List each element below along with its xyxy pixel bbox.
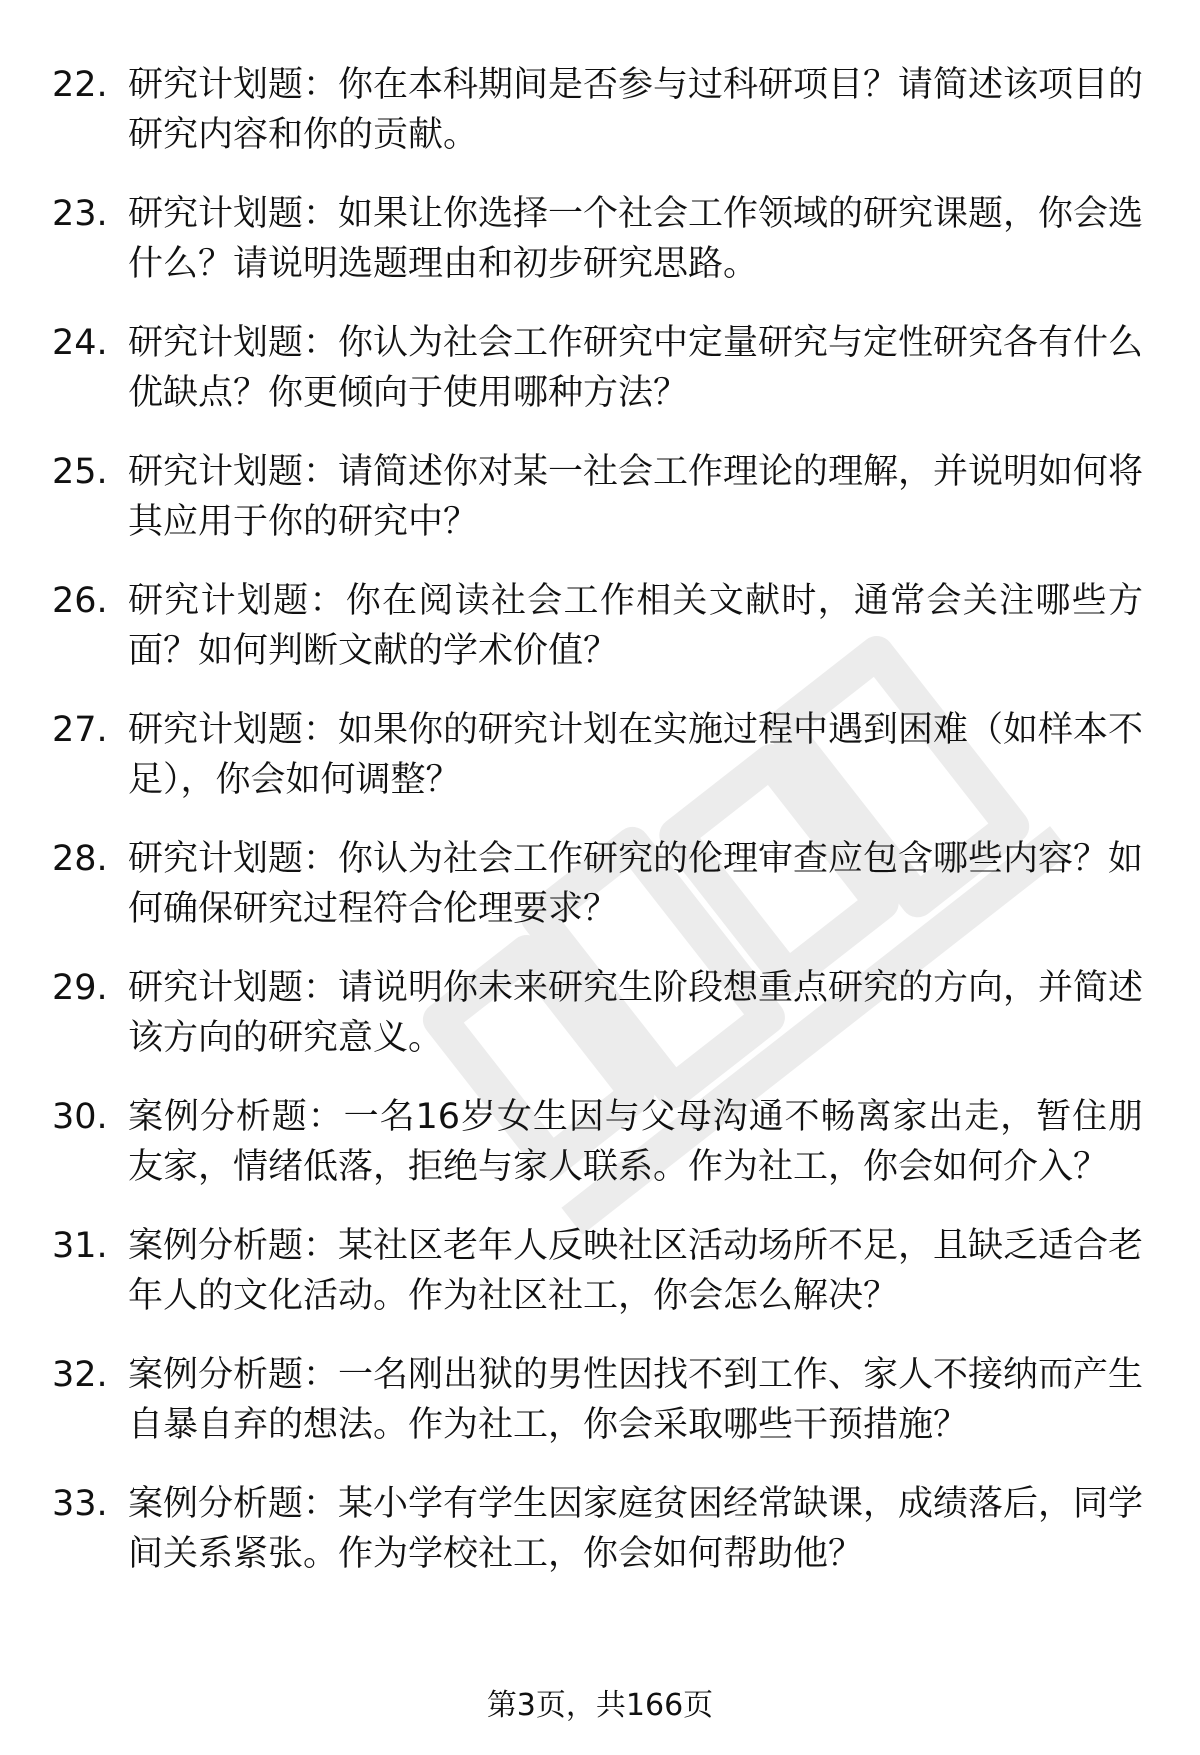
question-text: 研究计划题：你在阅读社会工作相关文献时，通常会关注哪些方面？如何判断文献的学术价值？ — [128, 581, 1143, 671]
question-number: 31. — [52, 1226, 108, 1266]
question-text: 研究计划题：你认为社会工作研究中定量研究与定性研究各有什么优缺点？你更倾向于使用哪种方法？ — [128, 323, 1144, 413]
question-item — [0, 185, 1200, 314]
question-number: 29. — [52, 968, 108, 1008]
question-number: 30. — [52, 1097, 108, 1137]
question-item — [0, 56, 1200, 185]
question-number: 27. — [52, 710, 108, 750]
question-text: 研究计划题：请说明你未来研究生阶段想重点研究的方向，并简述该方向的研究意义。 — [128, 968, 1144, 1058]
question-number: 24. — [52, 323, 108, 363]
question-number: 33. — [52, 1484, 108, 1524]
question-text: 案例分析题：某小学有学生因家庭贫困经常缺课，成绩落后，同学间关系紧张。作为学校社工，你会如何帮助他？ — [128, 1484, 1144, 1574]
question-list — [0, 56, 1200, 1604]
question-item — [0, 959, 1200, 1088]
question-number: 28. — [52, 839, 108, 879]
question-text: 研究计划题：请简述你对某一社会工作理论的理解，并说明如何将其应用于你的研究中？ — [128, 452, 1144, 542]
question-number: 26. — [52, 581, 108, 621]
question-text: 研究计划题：如果让你选择一个社会工作领域的研究课题，你会选什么？请说明选题理由和初步研究思路。 — [128, 194, 1144, 284]
question-text: 研究计划题：你在本科期间是否参与过科研项目？请简述该项目的研究内容和你的贡献。 — [128, 65, 1144, 155]
question-item — [0, 830, 1200, 959]
question-number: 22. — [52, 65, 108, 105]
question-item — [0, 1088, 1200, 1217]
question-number: 32. — [52, 1355, 108, 1395]
question-item — [0, 314, 1200, 443]
question-text: 案例分析题：某社区老年人反映社区活动场所不足，且缺乏适合老年人的文化活动。作为社区社工，你会怎么解决？ — [128, 1226, 1144, 1316]
page-number-label: 第3页，共166页 — [486, 1688, 714, 1723]
question-item — [0, 443, 1200, 572]
question-item — [0, 1475, 1200, 1604]
question-text: 案例分析题：一名刚出狱的男性因找不到工作、家人不接纳而产生自暴自弃的想法。作为社工，你会采取哪些干预措施？ — [128, 1355, 1144, 1445]
question-text: 研究计划题：如果你的研究计划在实施过程中遇到困难（如样本不足），你会如何调整？ — [128, 710, 1144, 800]
page-footer — [0, 1686, 1200, 1726]
question-text: 案例分析题：一名16岁女生因与父母沟通不畅离家出走，暂住朋友家，情绪低落，拒绝与家人联系。作为社工，你会如何介入？ — [128, 1097, 1143, 1187]
question-item — [0, 572, 1200, 701]
question-number: 25. — [52, 452, 108, 492]
question-text: 研究计划题：你认为社会工作研究的伦理审查应包含哪些内容？如何确保研究过程符合伦理要求？ — [128, 839, 1144, 929]
question-item — [0, 1346, 1200, 1475]
question-item — [0, 1217, 1200, 1346]
question-number: 23. — [52, 194, 108, 234]
question-item — [0, 701, 1200, 830]
